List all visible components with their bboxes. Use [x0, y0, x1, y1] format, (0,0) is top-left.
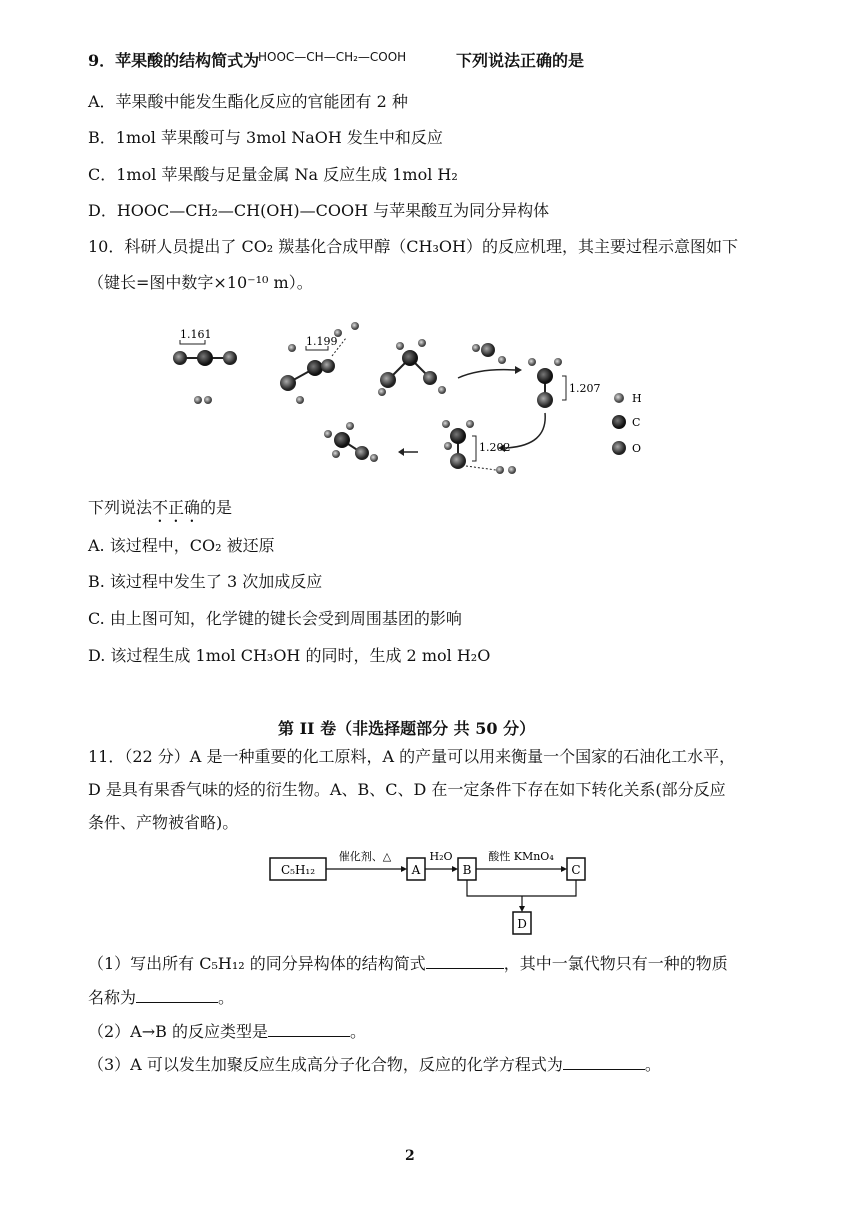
co2-molecule [173, 328, 237, 366]
flow-cond-3: 酸性 KMnO₄ [488, 850, 554, 863]
q9-stem-suffix: 下列说法正确的是 [456, 51, 585, 70]
q10-option-b: B. 该过程中发生了 3 次加成反应 [88, 572, 323, 591]
answer-blank-2[interactable] [136, 986, 218, 1003]
q9-formula: HOOC—CH—CH₂—COOH [258, 50, 407, 64]
intermediate-3 [528, 358, 601, 408]
q11-sub3: （3）A 可以发生加聚反应生成高分子化合物，反应的化学方程式为 。 [88, 1055, 661, 1074]
intermediate-2 [378, 339, 446, 396]
q10-option-d: D. 该过程生成 1mol CH₃OH 的同时，生成 2 mol H₂O [88, 646, 491, 665]
flow-start: C₅H₁₂ [280, 863, 316, 877]
legend-h: H [632, 392, 642, 405]
bond-label-3: 1.207 [569, 382, 601, 395]
flow-d: D [517, 917, 527, 931]
bond-label-4: 1.202 [479, 441, 511, 454]
q10-stem-line2: （键长=图中数字×10⁻¹⁰ m）。 [88, 273, 313, 292]
q11-stem-line3: 条件、产物被省略)。 [88, 813, 239, 832]
reaction-mechanism-diagram [160, 318, 660, 488]
bond-label-1: 1.161 [180, 328, 212, 341]
q11-sub1-line2: 名称为 。 [88, 988, 235, 1007]
h2-molecule [194, 396, 212, 404]
page-number: 2 [405, 1148, 415, 1164]
answer-blank-3[interactable] [268, 1020, 350, 1037]
answer-blank-1[interactable] [426, 952, 504, 969]
answer-blank-4[interactable] [563, 1053, 645, 1070]
section-title: 第 II 卷（非选择题部分 共 50 分） [278, 719, 536, 738]
atom-legend [612, 392, 642, 455]
q9-option-a: A．苹果酸中能发生酯化反应的官能团有 2 种 [88, 92, 408, 111]
q10-prompt: 下列说法不正确的是 [88, 498, 233, 517]
q10-option-a: A. 该过程中，CO₂ 被还原 [88, 536, 275, 555]
q11-stem-line1: 11．（22 分）A 是一种重要的化工原料，A 的产量可以用来衡量一个国家的石油化工水平， [88, 747, 736, 766]
conversion-flowchart [265, 840, 605, 940]
flow-b: B [462, 863, 472, 877]
q11-sub2: （2）A→B 的反应类型是 。 [88, 1022, 367, 1041]
legend-o: O [632, 442, 642, 455]
q10-stem-line1: 10．科研人员提出了 CO₂ 羰基化合成甲醇（CH₃OH）的反应机理，其主要过程示意图如下 [88, 237, 738, 256]
q10-option-c: C. 由上图可知，化学键的键长会受到周围基团的影响 [88, 609, 462, 628]
flow-cond-2: H₂O [429, 850, 453, 863]
q11-stem-line2: D 是具有果香气味的烃的衍生物。A、B、C、D 在一定条件下存在如下转化关系(部分反应 [88, 780, 726, 799]
q11-sub1-line1: （1）写出所有 C₅H₁₂ 的同分异构体的结构简式 ，其中一氯代物只有一种的物质 [88, 954, 728, 973]
legend-c: C [632, 416, 641, 429]
q9-option-d: D．HOOC—CH₂—CH(OH)—COOH 与苹果酸互为同分异构体 [88, 201, 550, 220]
intermediate-1 [280, 322, 359, 404]
q9-option-b: B．1mol 苹果酸可与 3mol NaOH 发生中和反应 [88, 128, 443, 147]
flow-a: A [411, 863, 421, 877]
methanol-molecule [324, 422, 378, 462]
water-molecule [472, 343, 506, 364]
flow-c: C [571, 863, 581, 877]
flow-cond-1: 催化剂、△ [338, 850, 392, 863]
bond-label-2: 1.199 [306, 335, 338, 348]
intermediate-4 [442, 420, 516, 474]
q9-option-c: C．1mol 苹果酸与足量金属 Na 反应生成 1mol H₂ [88, 165, 458, 184]
q9-stem: 9．苹果酸的结构简式为 [88, 51, 260, 70]
